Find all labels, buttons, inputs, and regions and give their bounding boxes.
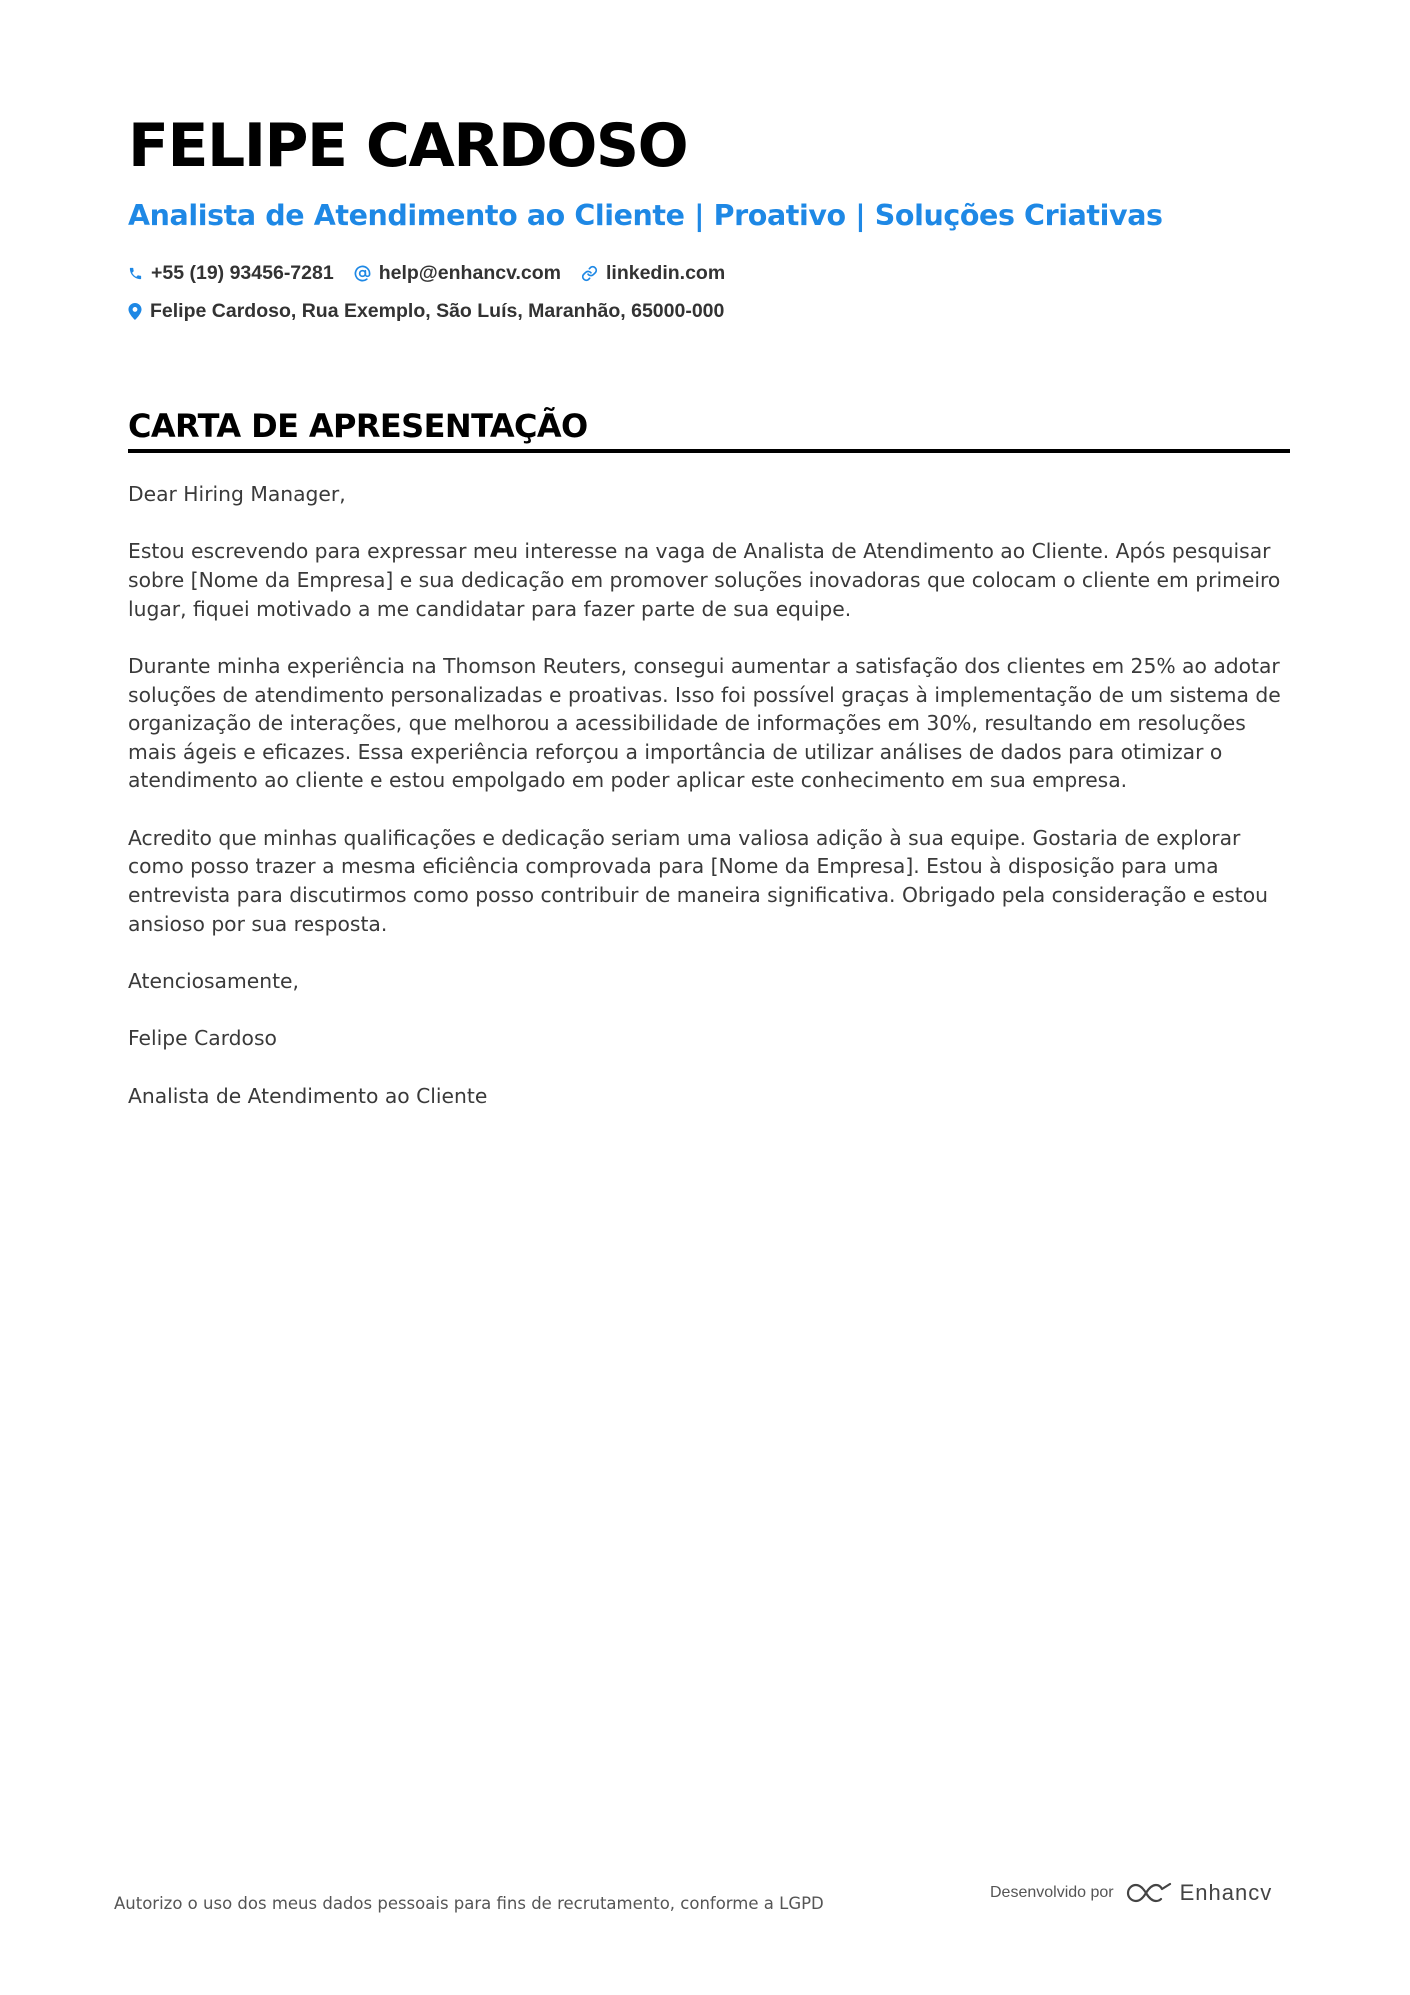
powered-by-label: Desenvolvido por bbox=[990, 1884, 1114, 1901]
linkedin-text: linkedin.com bbox=[605, 261, 726, 284]
address-text: Felipe Cardoso, Rua Exemplo, São Luís, Maranhão, 65000-000 bbox=[150, 299, 725, 322]
phone-text: +55 (19) 93456-7281 bbox=[151, 261, 334, 284]
phone-contact[interactable] bbox=[128, 262, 334, 285]
powered-by[interactable] bbox=[990, 1880, 1272, 1906]
candidate-name: FELIPE CARDOSO bbox=[128, 111, 688, 181]
address-contact bbox=[128, 300, 724, 323]
contact-info bbox=[128, 254, 1290, 330]
consent-note: Autorizo o uso dos meus dados pessoais para fins de recrutamento, conforme a LGPD bbox=[114, 1894, 824, 1913]
signature-name: Felipe Cardoso bbox=[128, 1026, 277, 1051]
section-title: CARTA DE APRESENTAÇÃO bbox=[128, 407, 588, 445]
letter-paragraph: Estou escrevendo para expressar meu interesse na vaga de Analista de Atendimento ao Cliente. Após pesquisar sobre [Nome da Empresa] e sua dedicação em promover soluções inovadoras que colocam o cliente em primeiro lugar, fiquei motivado a me candidatar para fazer parte de sua equipe. bbox=[128, 539, 1281, 621]
header bbox=[128, 110, 1290, 330]
letter-paragraph: Acredito que minhas qualificações e dedicação seriam uma valiosa adição à sua equipe. Gostaria de explorar como posso trazer a mesma eficiência comprovada para [Nome da Empresa]. Estou à disposição para uma entrevista para discutirmos como posso contribuir de maneira significativa. Obrigado pela consideração e estou ansioso por sua resposta. bbox=[128, 825, 1268, 936]
contact-row-1 bbox=[128, 254, 1290, 292]
letter-greeting: Dear Hiring Manager, bbox=[128, 482, 346, 506]
letter-body bbox=[128, 480, 1294, 1139]
enhancv-logo-icon bbox=[1126, 1881, 1172, 1905]
phone-icon bbox=[128, 266, 143, 281]
candidate-headline: Analista de Atendimento ao Cliente | Proativo | Soluções Criativas bbox=[128, 199, 1163, 232]
location-pin-icon bbox=[128, 303, 142, 320]
email-text: help@enhancv.com bbox=[378, 261, 561, 284]
section-divider bbox=[128, 449, 1290, 453]
letter-paragraph: Durante minha experiência na Thomson Reuters, consegui aumentar a satisfação dos clientes em 25% ao adotar soluções de atendimento personalizadas e proativas. Isso foi possível graças à implementação de um sistema de organização de interações, que melhorou a acessibilidade de informações em 30%, resultando em resoluções mais ágeis e eficazes. Essa experiência reforçou a importância de utilizar análises de dados para otimizar o atendimento ao cliente e estou empolgado em poder aplicar este conhecimento em sua empresa. bbox=[128, 653, 1281, 793]
contact-row-2 bbox=[128, 292, 1290, 330]
letter-closing: Atenciosamente, bbox=[128, 968, 299, 993]
signature-title: Analista de Atendimento ao Cliente bbox=[128, 1083, 488, 1108]
at-icon bbox=[354, 265, 371, 282]
enhancv-brand-text: Enhancv bbox=[1179, 1880, 1273, 1905]
link-icon bbox=[581, 265, 598, 282]
email-contact[interactable] bbox=[354, 262, 561, 285]
linkedin-contact[interactable] bbox=[581, 262, 725, 285]
